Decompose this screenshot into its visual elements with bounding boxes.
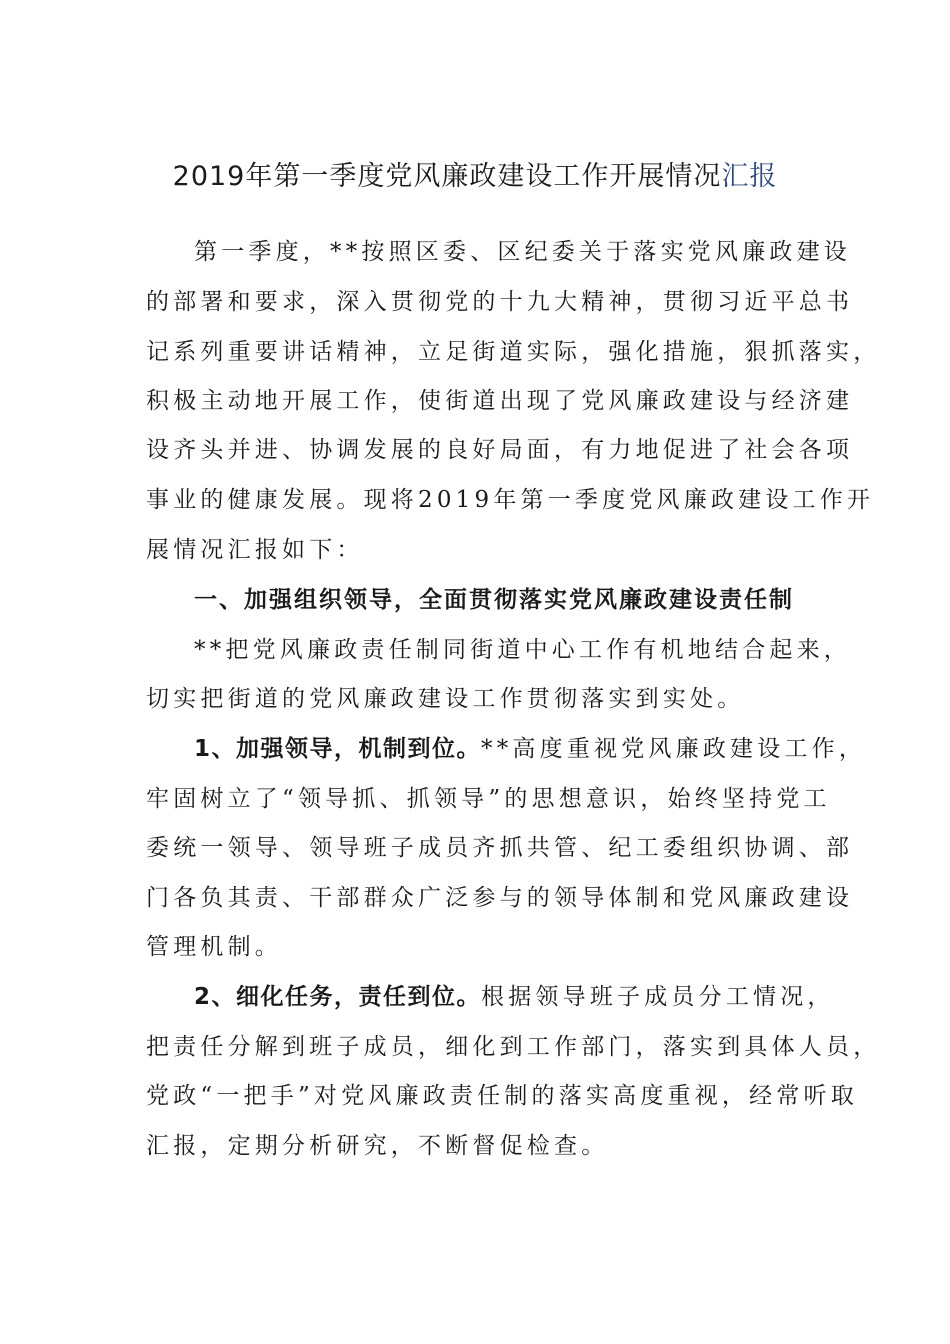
intro-line: 记系列重要讲话精神，立足街道实际，强化措施，狠抓落实， [146,339,881,365]
item1-line: 门各负其责、干部群众广泛参与的领导体制和党风廉政建设 [146,885,854,911]
item1-first-line [194,731,866,767]
item2-line: 汇报，定期分析研究，不断督促检查。 [146,1133,609,1159]
item2-line: 党政“一把手”对党风廉政责任制的落实高度重视，经常听取 [146,1083,858,1109]
section-line: **把党风廉政责任制同街道中心工作有机地结合起来， [194,637,851,663]
item2-first-rest: 根据领导班子成员分工情况， [481,984,835,1010]
intro-line: 积极主动地开展工作，使街道出现了党风廉政建设与经济建 [146,388,854,414]
intro-line: 设齐头并进、协调发展的良好局面，有力地促进了社会各项 [146,437,854,463]
item1-line: 牢固树立了“领导抓、抓领导”的思想意识，始终坚持党工 [146,786,831,812]
intro-line: 的部署和要求，深入贯彻党的十九大精神，贯彻习近平总书 [146,289,854,315]
intro-line: 展情况汇报如下： [146,537,364,563]
intro-line: 第一季度，**按照区委、区纪委关于落实党风廉政建设 [194,239,851,265]
item1-first-rest: **高度重视党风廉政建设工作， [481,736,867,762]
section-heading: 一、加强组织领导，全面贯彻落实党风廉政建设责任制 [194,587,794,613]
item2-heading: 2、细化任务，责任到位。 [194,984,482,1010]
intro-line: 事业的健康发展。现将2019年第一季度党风廉政建设工作开 [146,487,875,513]
item1-line: 委统一领导、领导班子成员齐抓共管、纪工委组织协调、部 [146,835,854,861]
item1-line: 管理机制。 [146,934,282,960]
document-title [0,157,950,197]
section-line: 切实把街道的党风廉政建设工作贯彻落实到实处。 [146,686,745,712]
title-main: 2019年第一季度党风廉政建设工作开展情况 [172,161,722,192]
item1-heading: 1、加强领导，机制到位。 [194,736,482,762]
item2-line: 把责任分解到班子成员，细化到工作部门，落实到具体人员， [146,1034,881,1060]
title-accent: 汇报 [721,161,778,192]
item2-first-line [194,979,835,1015]
